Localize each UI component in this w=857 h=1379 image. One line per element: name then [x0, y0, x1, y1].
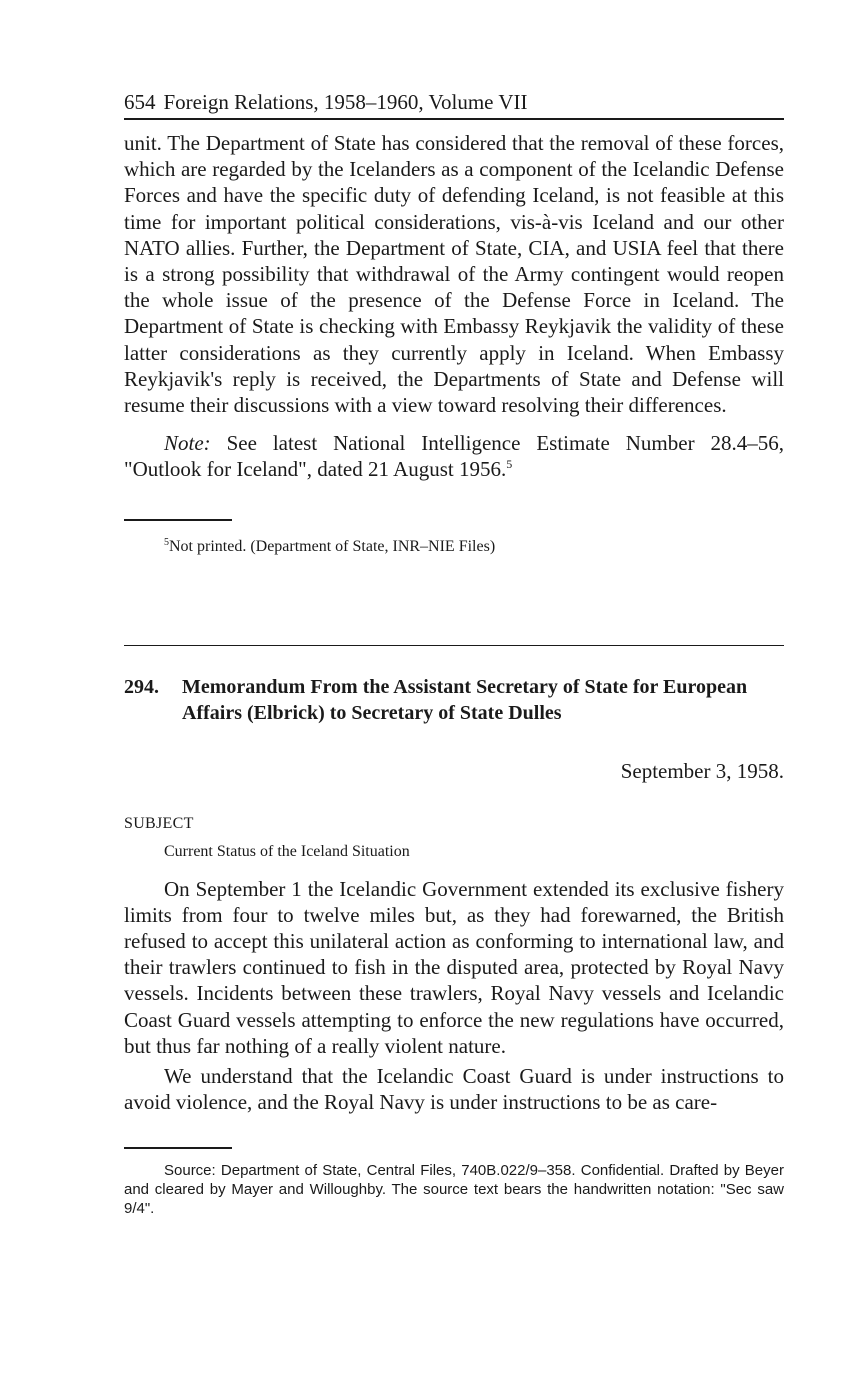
footnote-ref-5: 5 — [506, 457, 513, 472]
document-heading — [124, 674, 784, 726]
note-text: See latest National Intelligence Estimate Number 28.4–56, "Outlook for Iceland", dated 21 August 1956. — [124, 431, 784, 482]
footnote-text: Not printed. (Department of State, INR–NIE Files) — [169, 537, 496, 555]
footnote-marker: 5 — [164, 536, 169, 548]
document-date: September 3, 1958. — [620, 758, 784, 783]
footnote-5 — [124, 537, 784, 557]
body-paragraph: We understand that the Icelandic Coast Guard is under instructions to avoid violence, and the Royal Navy is under instructions to be as care- — [124, 1064, 784, 1115]
note-paragraph — [124, 430, 784, 482]
page-number: 654 — [124, 90, 156, 114]
document-title: Memorandum From the Assistant Secretary of State for European Affairs (Elbrick) to Secretary of State Dulles — [182, 675, 748, 724]
document-page — [124, 88, 784, 1218]
continuation-paragraph: unit. The Department of State has considered that the removal of these forces, which are regarded by the Icelanders as a component of the Icelandic Defense Forces and have the specific duty of defending Iceland, is not feasible at this time for important political considerations, vis-à-vis Iceland and our other NATO allies. Further, the Department of State, CIA, and USIA feel that there is a strong possibility that withdrawal of the Army contingent would reopen the whole issue of the presence of the Defense Force in Iceland. The Department of State is checking with Embassy Reykjavik the validity of these latter considerations as they currently apply in Iceland. When Embassy Reykjavik's reply is received, the Departments of State and Defense will resume their discussions with a view toward resolving their differences. — [124, 131, 784, 418]
running-header — [124, 88, 784, 120]
footnote-rule — [124, 519, 232, 521]
subject-text: Current Status of the Iceland Situation — [164, 842, 410, 860]
subject-label: SUBJECT — [124, 814, 194, 832]
source-note-rule — [124, 1147, 232, 1149]
source-note: Source: Department of State, Central Files, 740B.022/9–358. Confidential. Drafted by Beyer and cleared by Mayer and Willoughby. The source text bears the handwritten notation: "Sec saw 9/4". — [124, 1162, 784, 1218]
section-divider — [124, 645, 784, 646]
body-paragraph: On September 1 the Icelandic Government extended its exclusive fishery limits from four to twelve miles but, as they had forewarned, the British refused to accept this unilateral action as conforming to international law, and their trawlers continued to fish in the disputed area, protected by Royal Navy vessels. Incidents between these trawlers, Royal Navy vessels and Icelandic Coast Guard vessels attempting to enforce the new regulations have occurred, but thus far nothing of a really violent nature. — [124, 876, 784, 1058]
running-title: Foreign Relations, 1958–1960, Volume VII — [163, 90, 528, 114]
document-number: 294. — [124, 675, 159, 698]
note-label: Note: — [164, 431, 211, 456]
